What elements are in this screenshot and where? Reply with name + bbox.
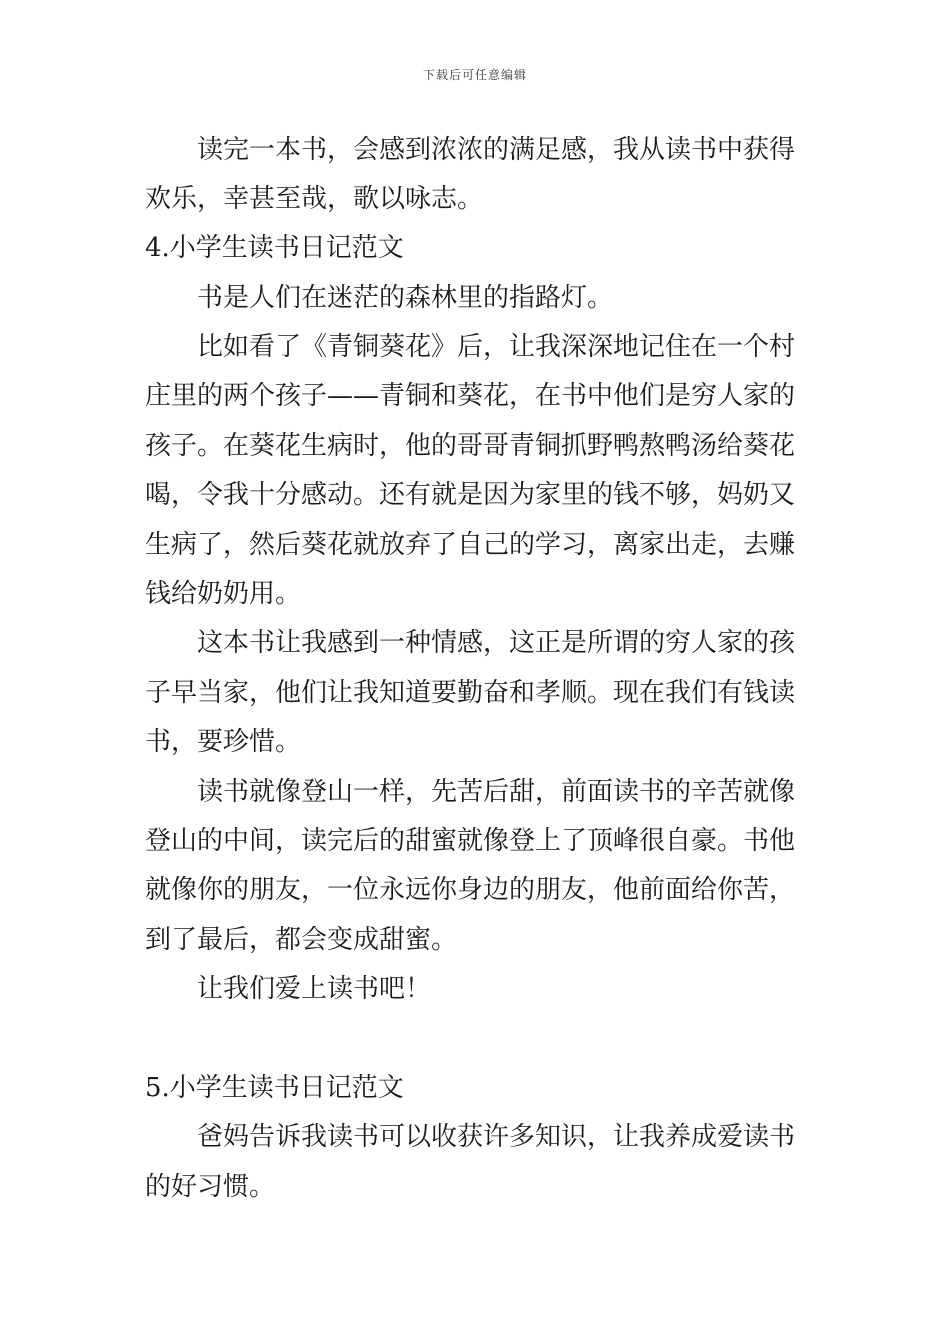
paragraph-line: 孩子。在葵花生病时，他的哥哥青铜抓野鸭熬鸭汤给葵花 [145,431,796,461]
paragraph-line: 就像你的朋友，一位永远你身边的朋友，他前面给你苦， [145,875,796,905]
paragraph-line: 读书就像登山一样，先苦后甜，前面读书的辛苦就像 [197,777,796,807]
paragraph-line: 喝，令我十分感动。还有就是因为家里的钱不够，妈奶又 [145,480,796,510]
paragraph-line: 爸妈告诉我读书可以收获许多知识，让我养成爱读书 [197,1122,796,1152]
section-heading: 5.小学生读书日记范文 [145,1073,404,1103]
paragraph-line: 读完一本书，会感到浓浓的满足感，我从读书中获得 [197,135,796,165]
paragraph-line: 让我们爱上读书吧！ [197,974,432,1004]
paragraph-line: 比如看了《青铜葵花》后，让我深深地记住在一个村 [197,332,796,362]
page-header: 下载后可任意编辑 [422,68,527,82]
paragraph-line: 书，要珍惜。 [145,727,302,757]
section-heading: 4.小学生读书日记范文 [145,233,404,263]
paragraph-line: 欢乐，幸甚至哉，歌以咏志。 [145,184,484,214]
paragraph-line: 庄里的两个孩子——青铜和葵花，在书中他们是穷人家的 [145,381,796,411]
paragraph-line: 生病了，然后葵花就放弃了自己的学习，离家出走，去赚 [145,530,796,560]
paragraph-line: 到了最后，都会变成甜蜜。 [145,925,458,955]
paragraph-line: 钱给奶奶用。 [145,579,302,609]
paragraph-line: 子早当家，他们让我知道要勤奋和孝顺。现在我们有钱读 [145,678,796,708]
paragraph-line: 这本书让我感到一种情感，这正是所谓的穷人家的孩 [197,628,796,658]
paragraph-line: 书是人们在迷茫的森林里的指路灯。 [197,283,614,313]
paragraph-line: 登山的中间，读完后的甜蜜就像登上了顶峰很自豪。书他 [145,826,796,856]
paragraph-line: 的好习惯。 [145,1172,276,1202]
